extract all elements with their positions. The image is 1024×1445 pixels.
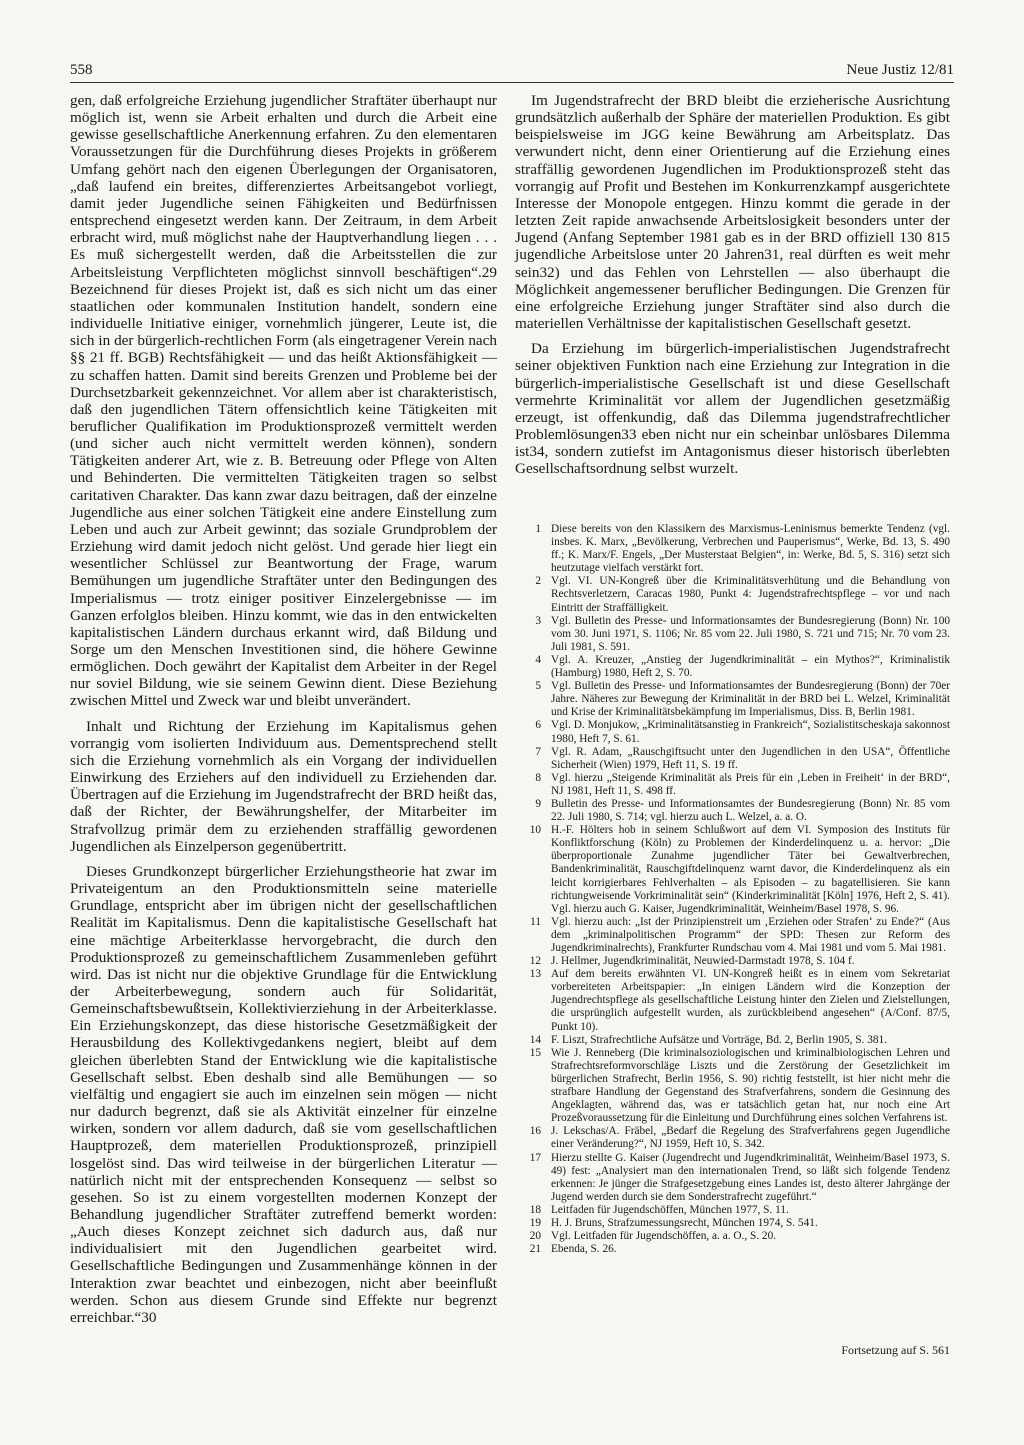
footnote-text: Vgl. hierzu „Steigende Kriminalität als Preis für ein ‚Leben in Freiheit‘ in der BRD“, NJ 1981, Heft 11, S. 498 ff. [551,771,950,797]
footnote-text: Vgl. VI. UN-Kongreß über die Kriminalitätsverhütung und die Behandlung von Rechtsverletzern, Caracas 1980, Punkt 4: Jugendstrafrechtspflege – vor und nach Eintritt der Straffälligkeit. [551,575,950,614]
footnote [515,824,950,916]
paragraph: Da Erziehung im bürgerlich-imperialistischen Jugendstrafrecht seiner objektiven Funktion nach eine Erziehung zur Integration in die bürgerlich-imperialistische Gesellschaft ist und diese Gesellschaft vermehrte Kriminalität vor allem der Jugendlichen gesetzmäßig erzeugt, ist offenkundig, daß das Dilemma jugendstrafrechtlicher Problemlösungen33 eben nicht nur ein scheinbar unlösbares Dilemma ist34, sondern zutiefst im Antagonismus dieser historisch überlebten Gesellschaftsordnung selbst wurzelt. [515,340,950,478]
footnote-number: 7 [535,745,541,758]
footnote-text: Vgl. Bulletin des Presse- und Informationsamtes der Bundesregierung (Bonn) Nr. 100 vom 30. Juni 1971, S. 1106; Nr. 85 vom 22. Juli 1980, S. 721 und 715; Nr. 70 vom 23. Juli 1981, S. 591. [551,614,950,653]
footnote-number: 3 [535,614,541,627]
footnote [515,680,950,719]
footnote-text: H. J. Bruns, Strafzumessungsrecht, München 1974, S. 541. [551,1216,818,1229]
footnote [515,798,950,824]
footnote-text: Diese bereits von den Klassikern des Marxismus-Leninismus bemerkte Tendenz (vgl. insbes. K. Marx, „Bevölkerung, Verbrechen und Pauperismus“, Werke, Bd. 13, S. 490 ff.; K. Marx/F. Engels, „Der Musterstaat Belgien“, in: Werke, Bd. 5, S. 316) setzt sich heutzutage vielfach verstärkt fort. [551,523,950,575]
footnote-number: 20 [529,1230,541,1243]
footnote [515,916,950,955]
footnote-text: Bulletin des Presse- und Informationsamtes der Bundesregierung (Bonn) Nr. 85 vom 22. Juli 1980, S. 714; vgl. hierzu auch L. Welzel, a. a. O. [551,797,950,824]
footnote-text: Vgl. Bulletin des Presse- und Informationsamtes der Bundesregierung (Bonn) der 70er Jahre. Näheres zur Bewegung der Kriminalität in der BRD bei L. Welzel, Kriminalität und Krise der Kriminalitätsbekämpfung im Imperialismus, Diss. B, Berlin 1981. [551,680,950,719]
footnote-number: 8 [535,771,541,784]
footnote-number: 5 [535,680,541,693]
footnote [515,1125,950,1151]
footnote-number: 12 [529,955,541,968]
footnote [515,772,950,798]
footnote-number: 13 [529,968,541,981]
footnote [515,968,950,1033]
footnote [515,1230,950,1243]
footnote-text: Vgl. D. Monjukow, „Kriminalitätsanstieg in Frankreich“, Sozialistitscheskaja sakonnost 1980, Heft 7, S. 61. [551,719,950,745]
header-rule [70,82,954,83]
footnotes [515,523,950,1256]
paragraph: Im Jugendstrafrecht der BRD bleibt die erzieherische Ausrichtung grundsätzlich außerhalb der Sphäre der materiellen Produktion. Es gibt beispielsweise im JGG keine Bewährung am Arbeitsplatz. Das verwundert nicht, denn einer Orientierung auf die Erziehung eines straffällig gewordenen Jugendlichen im Produktionsprozeß steht das vorrangig auf Profit und Bestehen im Konkurrenzkampf ausgerichtete Interesse der Monopole entgegen. Hinzu kommt die gerade in der letzten Zeit rapide anwachsende Arbeitslosigkeit besonders unter der Jugend (Anfang September 1981 gab es in der BRD offiziell 130 815 jugendliche Arbeitslose unter 20 Jahren31, real dürften es weit mehr sein32) und das Fehlen von Lehrstellen — also überhaupt die Möglichkeit angemessener beruflicher Bedingungen. Die Grenzen für eine erfolgreiche Erziehung junger Straftäter sind also durch die materiellen Verhältnisse der kapitalistischen Gesellschaft gesetzt. [515,92,950,333]
footnote [515,719,950,745]
footnote-text: Auf dem bereits erwähnten VI. UN-Kongreß heißt es in einem vom Sekretariat vorbereiteten Arbeitspapier: „In einigen Ländern wird die Konzeption der Jugendrechtspflege als gesellschaftliche Leistung hinter den Zielen und Zielstellungen, die ursprünglich aufgestellt wurden, als zurückbleibend angesehen“ (A/Conf. 87/5, Punkt 10). [551,968,950,1033]
footnote-text: Wie J. Renneberg (Die kriminalsoziologischen und kriminalbiologischen Lehren und Strafrechtsreformvorschläge Liszts und die Zerstörung der Gesetzlichkeit im bürgerlichen Strafrecht, Berlin 1956, S. 90) richtig feststellt, ist hier nicht mehr die strafbare Handlung der Gegenstand des Strafverfahrens, sondern die Gesinnung des Angeklagten, während das, was er tatsächlich getan hat, nur noch eine Art Prozeßvoraussetzung für die Einleitung und Durchführung eines solchen Verfahrens ist. [551,1046,950,1125]
footnote [515,1047,950,1126]
footnote-number: 18 [529,1203,541,1216]
footnote-text: Ebenda, S. 26. [551,1243,617,1256]
footnote-number: 16 [529,1125,541,1138]
footnote-number: 19 [529,1216,541,1229]
footnote-number: 21 [529,1243,541,1256]
footnote [515,1204,950,1217]
left-column [70,92,497,1334]
footnote [515,1243,950,1256]
footnote-number: 9 [535,797,541,810]
footnote-number: 1 [535,523,541,535]
journal-issue: Neue Justiz 12/81 [846,62,954,78]
footnote-text: Hierzu stellte G. Kaiser (Jugendrecht und Jugendkriminalität, Weinheim/Basel 1973, S. 49) fest: „Analysiert man den internationalen Trend, so läßt sich folgende Tendenz erkennen: Je jünger die Strafgesetzgebung eines Landes ist, desto älterer Jahrgänge der Jugend werden durch sie dem Sonderstrafrecht zugeführt.“ [551,1151,950,1203]
footnote-text: Vgl. hierzu auch: „Ist der Prinzipienstreit um ‚Erziehen oder Strafen‘ zu Ende?“ (Aus dem „kriminalpolitischen Programm“ der SPD: Thesen zur Reform des Jugendkriminalrechts), Frankfurter Rundschau vom 4. Mai 1981 und vom 5. Mai 1981. [551,915,950,954]
footnote-text: Leitfaden für Jugendschöffen, München 1977, S. 11. [551,1203,789,1216]
footnote-text: J. Hellmer, Jugendkriminalität, Neuwied-Darmstadt 1978, S. 104 f. [551,955,855,968]
footnote-text: J. Lekschas/A. Fräbel, „Bedarf die Regelung des Strafverfahrens gegen Jugendliche einer Veränderung?“, NJ 1959, Heft 10, S. 342. [551,1125,950,1151]
footnote [515,615,950,654]
footnote-number: 17 [529,1151,541,1164]
footnote [515,746,950,772]
footnote [515,654,950,680]
footnote [515,1034,950,1047]
footnote-number: 2 [535,575,541,588]
footnote-number: 14 [529,1033,541,1046]
right-column [515,92,950,485]
running-header [70,62,954,82]
continuation-note: Fortsetzung auf S. 561 [841,1343,950,1357]
footnote [515,575,950,614]
footnote [515,1152,950,1204]
paragraph: Dieses Grundkonzept bürgerlicher Erziehungstheorie hat zwar im Privateigentum an den Produktionsmitteln seine materielle Grundlage, entspricht aber im übrigen nicht der gesellschaftlichen Realität im Kapitalismus. Denn die kapitalistische Gesellschaft hat eine mächtige Arbeiterklasse hervorgebracht, die durch den Produktionsprozeß zu gemeinschaftlichem Zusammenleben geführt wird. Das ist nicht nur die objektive Grundlage für die Entwicklung der Arbeiterbewegung, sondern auch für Solidarität, Gemeinschaftsbewußtsein, Kollektivierziehung in der Arbeiterklasse. Ein Erziehungskonzept, das diese historische Gesetzmäßigkeit der Herausbildung des Kollektivgedankens negiert, bleibt auf dem gleichen überlebten Stand der Entwicklung wie die kapitalistische Gesellschaft selbst. Eben deshalb sind alle Bemühungen — so vielfältig und engagiert sie auch im einzelnen sein mögen — nicht nur dadurch begrenzt, daß sie als Aktivität einzelner für einzelne wirken, sondern vor allem dadurch, daß sie vom gesellschaftlichen Hauptprozeß, dem materiellen Produktionsprozeß, prinzipiell losgelöst sind. Das wird teilweise in der bürgerlichen Literatur — natürlich nicht mit der entsprechenden Konsequenz — selbst so gesehen. So ist zu einem vorgestellten modernen Konzept der Behandlung jugendlicher Straftäter zutreffend bemerkt worden: „Auch dieses Konzept zeichnet sich dadurch aus, daß nur individualisiert mit den Jugendlichen gearbeitet wird. Gesellschaftliche Bedingungen und Zusammenhänge können in der Interaktion zwar beachtet und einbezogen, nicht aber beeinflußt werden. Schon aus diesem Grunde sind Effekte nur begrenzt erreichbar.“30 [70,862,497,1326]
footnote-number: 15 [529,1046,541,1059]
paragraph: Inhalt und Richtung der Erziehung im Kapitalismus gehen vorrangig vom isolierten Individuum aus. Dementsprechend stellt sich die Erziehung vornehmlich als ein Vorgang der individuellen Einwirkung des Erziehers auf den individuell zu Erziehenden dar. Übertragen auf die Erziehung im Jugendstrafrecht der BRD heißt das, daß der Richter, der Bewährungshelfer, der Mitarbeiter im Strafvollzug primär dem zu erziehenden straffällig gewordenen Jugendlichen als Einzelperson gegenübertritt. [70,717,497,855]
paragraph: gen, daß erfolgreiche Erziehung jugendlicher Straftäter überhaupt nur möglich ist, wenn sie Arbeit erhalten und durch die Arbeit eine gewisse gesellschaftliche Anerkennung erfahren. Zu den elementaren Voraussetzungen für die Durchführung dieses Projekts in größerem Umfang gehört nach den eigenen Überlegungen der Organisatoren, „daß laufend ein breites, differenziertes Arbeitsangebot vorliegt, damit jeder Jugendliche seinen Fähigkeiten und Bedürfnissen entsprechend eingesetzt werden kann. Der Zeitraum, in dem Arbeit erbracht wird, muß möglichst nahe der Hauptverhandlung liegen . . . Es muß sichergestellt werden, daß die Arbeitsstellen die zur Arbeitsleistung Verpflichteten möglichst sinnvoll beschäftigen“.29 Bezeichnend für dieses Projekt ist, daß es sich nicht um das einer staatlichen oder kommunalen Institution handelt, sondern eine individuelle Initiative einiger, vornehmlich jüngerer, Leute ist, die sich in der bürgerlich-rechtlichen Form (als eingetragener Verein nach §§ 21 ff. BGB) Rechtsfähigkeit — und das heißt Aktionsfähigkeit — zu schaffen hatten. Damit sind bereits Grenzen und Probleme bei der Durchsetzbarkeit gekennzeichnet. Vor allem aber ist charakteristisch, daß den jugendlichen Tätern offensichtlich keine Tätigkeiten mit beruflicher Qualifikation im Produktionsprozeß vermittelt werden (und sicher auch nicht vermittelt werden können), sondern Tätigkeiten anderer Art, wie z. B. Betreuung oder Pflege von Alten und Behinderten. Die vermittelten Tätigkeiten tragen so selbst caritativen Charakter. Das kann zwar dazu beitragen, daß der einzelne Jugendliche aus einer solchen Tätigkeit eine andere Einstellung zum Leben und auch zur Arbeit gewinnt; das soziale Grundproblem der Erziehung wird damit jedoch nicht gelöst. Und gerade hier liegt ein wesentlicher Schlüssel zur Beantwortung der Frage, warum Bemühungen um jugendliche Straftäter unter den Bedingungen des Imperialismus — trotz einiger positiver Einzelergebnisse — im Ganzen erfolglos bleiben. Hinzu kommt, wie das in den entwickelten kapitalistischen Ländern durchaus erkannt wird, daß Bildung und Sorge um den Menschen Investitionen sind, die höhere Gewinne ermöglichen. Doch gewährt der Kapitalist dem Arbeiter in der Regel nur soviel Bildung, wie sie seinem Gewinn dient. Diese Beziehung zwischen Mittel und Zweck war und bleibt unverändert. [70,92,497,710]
footnote-number: 6 [535,719,541,732]
footnote-text: Vgl. R. Adam, „Rauschgiftsucht unter den Jugendlichen in den USA“, Öffentliche Sicherheit (Wien) 1979, Heft 11, S. 19 ff. [551,745,950,771]
footnote-number: 4 [535,653,541,666]
footnote [515,955,950,968]
footnote-number: 11 [530,915,541,928]
footnote-text: Vgl. Leitfaden für Jugendschöffen, a. a. O., S. 20. [551,1230,777,1243]
footnote [515,523,950,575]
footnote-text: F. Liszt, Strafrechtliche Aufsätze und Vorträge, Bd. 2, Berlin 1905, S. 381. [551,1033,887,1046]
page-number: 558 [70,62,93,78]
footnote [515,1217,950,1230]
footnote-number: 10 [529,824,541,837]
footnote-text: Vgl. A. Kreuzer, „Anstieg der Jugendkriminalität – ein Mythos?“, Kriminalistik (Hamburg) 1980, Heft 2, S. 70. [551,653,950,680]
footnote-text: H.-F. Hölters hob in seinem Schlußwort auf dem VI. Symposion des Instituts für Konfliktforschung (Köln) zu Problemen der Kinderdelinquenz u. a. hervor: „Die überproportionale Zunahme jugendlicher Täter bei Gewaltverbrechen, Bandenkriminalität, Rauschgiftdelinquenz warnt davor, die Kinderdelinquenz als ein leicht korrigierbares Fehlverhalten – als Episoden – zu bagatellisieren. Sie kann richtungweisende Vorkriminalität sein“ (Kinderkriminalität [Köln] 1976, Heft 2, S. 41). Vgl. hierzu auch G. Kaiser, Jugendkriminalität, Weinheim/Basel 1978, S. 96. [551,824,950,915]
